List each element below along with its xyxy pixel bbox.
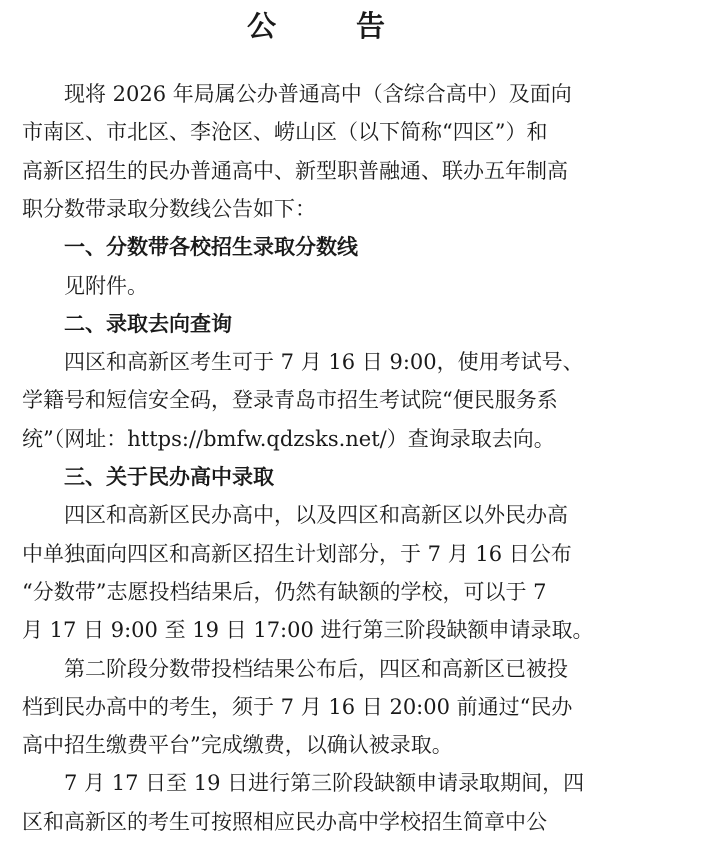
paragraph-line: 职分数带录取分数线公告如下： (22, 196, 316, 221)
paragraph-line: 见附件。 (64, 273, 148, 298)
paragraph-line: 档到民办高中的考生，须于 7 月 16 日 20:00 前通过“民办 (22, 694, 573, 719)
paragraph-line: 市南区、市北区、李沧区、崂山区（以下简称“四区”）和 (22, 120, 548, 145)
paragraph-line: 四区和高新区民办高中，以及四区和高新区以外民办高 (64, 503, 568, 528)
paragraph-line: 高中招生缴费平台”完成缴费，以确认被录取。 (22, 733, 453, 758)
section-heading: 二、录取去向查询 (64, 311, 232, 336)
paragraph-line: 现将 2026 年局属公办普通高中（含综合高中）及面向 (64, 82, 572, 106)
paragraph-line: “分数带”志愿投档结果后，仍然有缺额的学校，可以于 7 (22, 579, 547, 604)
title-char-1: 公 (246, 9, 278, 43)
section-heading: 一、分数带各校招生录取分数线 (64, 235, 358, 260)
paragraph-line: 7 月 17 日至 19 日进行第三阶段缺额申请录取期间，四 (64, 771, 585, 796)
paragraph-line: 第二阶段分数带投档结果公布后，四区和高新区已被投 (64, 656, 568, 681)
paragraph-line: 学籍号和短信安全码，登录青岛市招生考试院“便民服务系 (22, 388, 558, 413)
paragraph-line: 统”（网址：https://bmfw.qdzsks.net/）查询录取去向。 (22, 426, 555, 451)
paragraph-line: 中单独面向四区和高新区招生计划部分，于 7 月 16 日公布 (22, 541, 572, 566)
paragraph-line: 四区和高新区考生可于 7 月 16 日 9:00，使用考试号、 (64, 350, 584, 375)
paragraph-line: 区和高新区的考生可按照相应民办高中学校招生简章中公 (22, 809, 547, 834)
paragraph-line: 月 17 日 9:00 至 19 日 17:00 进行第三阶段缺额申请录取。 (22, 618, 594, 643)
section-heading: 三、关于民办高中录取 (64, 465, 274, 489)
page-title (0, 4, 634, 45)
paragraph-line: 高新区招生的民办普通高中、新型职普融通、联办五年制高 (22, 158, 568, 183)
title-char-2: 告 (356, 9, 388, 43)
